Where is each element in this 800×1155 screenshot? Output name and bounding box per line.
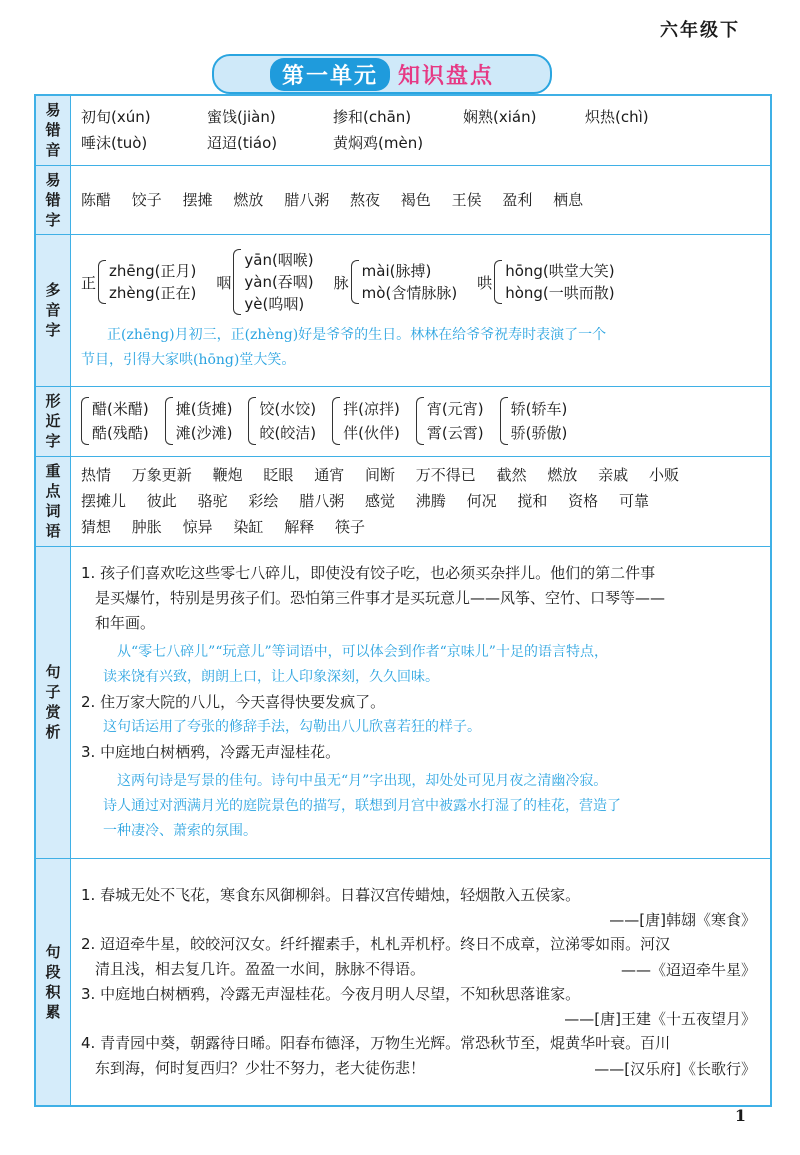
section-duoyinzi xyxy=(35,234,771,386)
word-item: 陈醋 xyxy=(81,191,112,209)
word-item: 万不得已 xyxy=(415,466,476,484)
similar-group xyxy=(248,397,316,445)
section-label: 易 错 字 xyxy=(35,165,71,234)
section-label: 形 近 字 xyxy=(35,386,71,456)
pinyin-row xyxy=(81,104,760,130)
sentence-item: 3. 中庭地白树栖鸦，冷露无声湿桂花。 xyxy=(81,742,341,761)
polyphone-char: 脉 xyxy=(333,273,349,292)
word-item: 王侯 xyxy=(451,191,482,209)
analysis-note: 这两句诗是写景的佳句。诗句中虽无“月”字出现，却处处可见月夜之清幽冷寂。 诗人通过对洒满月光的庭院景色的描写，联想到月宫中被露水打湿了的桂花，营造了 一种凄冷、萧索的氛围。 xyxy=(103,772,621,839)
similar-group xyxy=(81,397,149,445)
word-item: 可靠 xyxy=(618,492,649,510)
brace-icon xyxy=(494,260,502,304)
word-item: 彼此 xyxy=(146,492,177,510)
word-item: 摆摊 xyxy=(182,191,213,209)
word-item: 解释 xyxy=(284,518,315,536)
reading-item: yè(呜咽) xyxy=(244,295,305,313)
word-item: 眨眼 xyxy=(263,466,294,484)
word-item: 猜想 xyxy=(81,518,112,536)
reading-item: zhèng(正在) xyxy=(109,284,197,302)
similar-item: 轿(轿车) xyxy=(510,400,568,418)
word-item: 惊异 xyxy=(182,518,213,536)
similar-item: 醋(米醋) xyxy=(92,400,149,418)
brace-icon xyxy=(248,397,256,445)
brace-icon xyxy=(416,397,424,445)
similar-item: 霄(云霄) xyxy=(426,424,484,442)
section-label: 重 点 词 语 xyxy=(35,456,71,546)
word-item: 炽热(chì) xyxy=(585,108,649,127)
brace-icon xyxy=(81,397,89,445)
brace-icon xyxy=(98,260,106,304)
polyphone-group xyxy=(334,260,458,304)
section-label: 句 子 赏 析 xyxy=(35,546,71,858)
word-item: 饺子 xyxy=(131,191,162,209)
grade-label: 六年级下 xyxy=(660,20,740,41)
word-item: 迢迢(tiáo) xyxy=(207,134,278,153)
analysis-note: 这句话运用了夸张的修辞手法，勾勒出八儿欣喜若狂的样子。 xyxy=(103,718,481,735)
pinyin-row xyxy=(81,130,760,156)
word-item: 何况 xyxy=(466,492,497,510)
word-item: 鞭炮 xyxy=(212,466,243,484)
reading-item: yàn(吞咽) xyxy=(244,273,314,291)
word-item: 通宵 xyxy=(314,466,345,484)
similar-item: 酷(残酷) xyxy=(92,424,149,442)
section-yicuoyin xyxy=(35,95,771,165)
similar-item: 宵(元宵) xyxy=(426,400,484,418)
example-note: 正(zhēng)月初三，正(zhèng)好是爷爷的生日。林林在给爷爷祝寿时表演了一个 节目，引得大家哄(hōng)堂大笑。 xyxy=(81,327,607,368)
unit-title xyxy=(212,54,552,94)
section-label: 句 段 积 累 xyxy=(35,858,71,1106)
sentence-item: 1. 孩子们喜欢吃这些零七八碎儿，即使没有饺子吃，也必须买杂拌儿。他们的第二件事 是买爆竹，特别是男孩子们。恐怕第三件事才是买玩意儿——风筝、空竹、口琴等—— 和年画。 xyxy=(81,563,666,632)
unit-title-main: 第一单元 xyxy=(270,58,390,91)
poem-item: 1. 春城无处不飞花，寒食东风御柳斜。日暮汉宫传蜡烛，轻烟散入五侯家。 xyxy=(81,885,581,904)
similar-item: 饺(水饺) xyxy=(259,400,317,418)
section-label: 易 错 音 xyxy=(35,95,71,165)
word-item: 蜜饯(jiàn) xyxy=(207,108,276,127)
poem-item: 3. 中庭地白树栖鸦，冷露无声湿桂花。今夜月明人尽望，不知秋思落谁家。 xyxy=(81,984,581,1003)
word-item: 感觉 xyxy=(364,492,395,510)
similar-item: 滩(沙滩) xyxy=(175,424,233,442)
section-juduan xyxy=(35,858,771,1106)
brace-icon xyxy=(233,249,241,315)
word-item: 燃放 xyxy=(233,191,264,209)
word-item: 盈利 xyxy=(502,191,533,209)
word-item: 搅和 xyxy=(517,492,548,510)
poem-item: 4. 青青园中葵，朝露待日晞。阳春布德泽，万物生光辉。常恐秋节至，焜黄华叶衰。百川 东到海，何时复西归？少壮不努力，老大徒伤悲！ xyxy=(81,1033,671,1077)
analysis-note: 从“零七八碎儿”“玩意儿”等词语中，可以体会到作者“京味儿”十足的语言特点， 读来饶有兴致，朗朗上口，让人印象深刻，久久回味。 xyxy=(103,643,608,685)
word-item: 唾沫(tuò) xyxy=(81,134,148,153)
word-item: 染缸 xyxy=(233,518,264,536)
similar-group xyxy=(165,397,233,445)
word-item: 小贩 xyxy=(648,466,679,484)
word-item: 褐色 xyxy=(400,191,431,209)
word-item: 万象更新 xyxy=(131,466,192,484)
similar-group xyxy=(500,397,568,445)
poem-source: ——[唐]王建《十五夜望月》 xyxy=(564,1009,756,1028)
word-row xyxy=(81,488,760,514)
similar-group xyxy=(332,397,400,445)
poem-source: ——[汉乐府]《长歌行》 xyxy=(594,1059,756,1078)
reading-item: mò(含情脉脉) xyxy=(361,284,458,302)
word-item: 掺和(chān) xyxy=(333,108,412,127)
brace-icon xyxy=(332,397,340,445)
word-item: 筷子 xyxy=(334,518,365,536)
sentence-item: 2. 住万家大院的八儿，今天喜得快要发疯了。 xyxy=(81,692,386,711)
reading-item: mài(脉搏) xyxy=(361,262,432,280)
reading-item: hòng(一哄而散) xyxy=(505,284,615,302)
word-item: 截然 xyxy=(496,466,527,484)
word-item: 亲戚 xyxy=(598,466,629,484)
polyphone-grid xyxy=(81,247,760,315)
word-item: 燃放 xyxy=(547,466,578,484)
word-item: 间断 xyxy=(364,466,395,484)
poem-source: ——《迢迢牵牛星》 xyxy=(620,960,756,979)
similar-item: 伴(伙伴) xyxy=(343,424,400,442)
page-number: 1 xyxy=(734,1106,746,1125)
poem-source: ——[唐]韩翃《寒食》 xyxy=(609,910,756,929)
section-zhongdian xyxy=(35,456,771,546)
word-item: 初旬(xún) xyxy=(81,108,151,127)
brace-icon xyxy=(165,397,173,445)
unit-title-sub: 知识盘点 xyxy=(398,63,495,89)
section-xingjinzi xyxy=(35,386,771,456)
polyphone-group xyxy=(477,260,614,304)
reading-item: yān(咽喉) xyxy=(244,251,314,269)
similar-item: 摊(货摊) xyxy=(175,400,233,418)
knowledge-table xyxy=(34,94,772,1107)
polyphone-group xyxy=(216,249,313,315)
similar-item: 骄(骄傲) xyxy=(510,424,568,442)
brace-icon xyxy=(351,260,359,304)
word-item: 热情 xyxy=(81,466,112,484)
section-yicuozi xyxy=(35,165,771,234)
word-item: 沸腾 xyxy=(415,492,446,510)
word-item: 熬夜 xyxy=(349,191,380,209)
polyphone-group xyxy=(81,260,196,304)
word-item: 腊八粥 xyxy=(299,492,345,510)
section-juzi xyxy=(35,546,771,858)
section-label: 多 音 字 xyxy=(35,234,71,386)
reading-item: zhēng(正月) xyxy=(109,262,197,280)
polyphone-char: 正 xyxy=(81,273,97,292)
similar-item: 皎(皎洁) xyxy=(259,424,317,442)
polyphone-char: 咽 xyxy=(216,273,232,292)
brace-icon xyxy=(500,397,508,445)
word-item: 摆摊儿 xyxy=(81,492,127,510)
word-row xyxy=(81,514,760,540)
poem-item: 2. 迢迢牵牛星，皎皎河汉女。纤纤擢素手，札札弄机杼。终日不成章，泣涕零如雨。河汉 清且浅，相去复几许。盈盈一水间，脉脉不得语。 xyxy=(81,934,671,978)
similar-char-grid xyxy=(81,395,760,447)
word-item: 彩绘 xyxy=(248,492,279,510)
word-item: 腊八粥 xyxy=(284,191,330,209)
word-item: 黄焖鸡(mèn) xyxy=(333,134,424,153)
polyphone-char: 哄 xyxy=(477,273,493,292)
similar-item: 拌(凉拌) xyxy=(343,400,400,418)
similar-group xyxy=(416,397,484,445)
reading-item: hōng(哄堂大笑) xyxy=(505,262,615,280)
word-item: 娴熟(xián) xyxy=(463,108,537,127)
word-item: 资格 xyxy=(568,492,599,510)
word-item: 栖息 xyxy=(553,191,584,209)
word-item: 骆驼 xyxy=(197,492,228,510)
word-item: 肿胀 xyxy=(131,518,162,536)
word-row xyxy=(81,462,760,488)
